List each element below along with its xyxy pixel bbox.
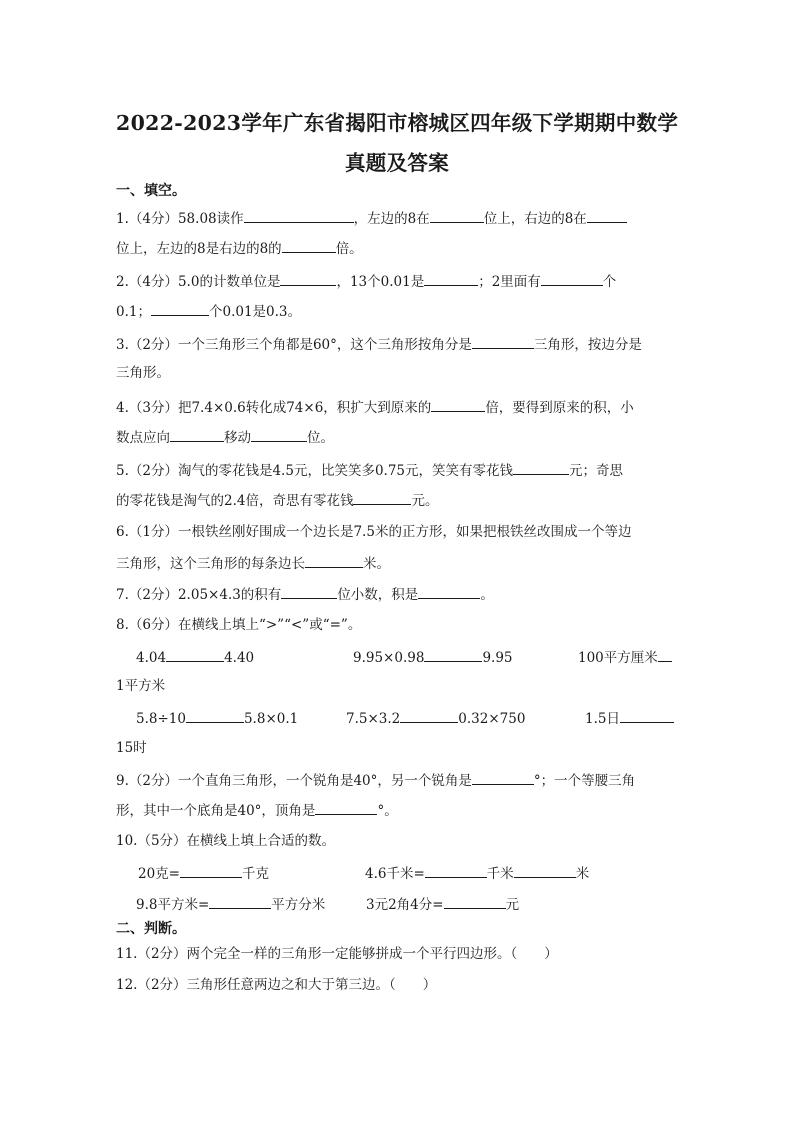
q10-blank-1[interactable]: [180, 863, 242, 878]
q8-item-1-left: 4.04: [136, 650, 167, 666]
q2-blank-1[interactable]: [280, 271, 336, 286]
q1-text-c: 位上，右边的8在: [483, 211, 587, 227]
q8-item-3-wrap: [116, 677, 676, 695]
q10-item-2-left: 4.6千米=: [365, 866, 425, 882]
question-4-line-2: [116, 427, 676, 447]
q1-blank-1[interactable]: [244, 208, 354, 223]
q12-text: 12.（2分）三角形任意两边之和大于第三边。（ ）: [116, 977, 437, 993]
q8-stem: 8.（6分）在横线上填上“>”“<”或“=”。: [116, 617, 362, 633]
question-11: [116, 945, 676, 963]
q4-blank-1[interactable]: [431, 397, 485, 412]
page-subtitle: 真题及答案: [345, 151, 449, 175]
q4-text-e: 位。: [307, 430, 334, 446]
q4-blank-2[interactable]: [170, 427, 224, 442]
question-1-line-1: [116, 208, 676, 228]
q8-blank-2[interactable]: [424, 647, 482, 662]
q6-blank-1[interactable]: [305, 553, 363, 568]
q10-item-1-left: 20克=: [138, 866, 180, 882]
q10-item-2-unit-2: 米: [575, 866, 590, 882]
q10-blank-3[interactable]: [514, 863, 576, 878]
q9-blank-2[interactable]: [315, 800, 377, 815]
q2-text-c: ；2里面有: [478, 274, 541, 290]
question-6-line-2: [116, 553, 676, 573]
q7-text-a: 7.（2分）2.05×4.3的积有: [116, 587, 282, 603]
q8-item-2-left: 9.95×0.98: [353, 650, 425, 666]
section-heading-judge: 二、判断。: [116, 921, 186, 937]
q10-item-1-unit: 千克: [242, 866, 269, 882]
q1-blank-2[interactable]: [430, 208, 484, 223]
q8-item-1-right: 4.40: [224, 650, 255, 666]
q7-blank-2[interactable]: [418, 584, 480, 599]
q2-text-b: ，13个0.01是: [336, 274, 425, 290]
question-7-line-1: [116, 584, 676, 604]
q2-text-a: 2.（4分）5.0的计数单位是: [116, 274, 281, 290]
question-2-line-2: [116, 301, 676, 321]
q8-item-2-right: 9.95: [482, 650, 513, 666]
question-5-line-2: [116, 490, 676, 510]
q8-item-5-right: 0.32×750: [458, 711, 526, 727]
q1-blank-4[interactable]: [282, 238, 336, 253]
question-4-line-1: [116, 397, 676, 417]
question-9-line-2: [116, 800, 676, 820]
question-9-line-1: [116, 770, 676, 790]
q8-item-4: [136, 708, 298, 728]
q10-item-4: [366, 894, 519, 914]
q8-item-6-right: 15时: [116, 740, 147, 756]
q5-text-a: 5.（2分）淘气的零花钱是4.5元，比笑笑多0.75元，笑笑有零花钱: [116, 463, 513, 479]
q8-blank-6[interactable]: [620, 708, 674, 723]
question-5-line-1: [116, 460, 676, 480]
q4-text-a: 4.（3分）把7.4×0.6转化成74×6，积扩大到原来的: [116, 400, 432, 416]
question-6-line-1: [116, 523, 676, 541]
q8-item-3-right: 1平方米: [116, 678, 166, 694]
q8-item-3-left: 100平方厘米: [578, 650, 658, 666]
q10-blank-2[interactable]: [425, 863, 487, 878]
q8-item-5-left: 7.5×3.2: [346, 711, 401, 727]
q2-blank-3[interactable]: [541, 271, 603, 286]
q8-item-6-left: 1.5日: [585, 711, 620, 727]
q4-blank-3[interactable]: [251, 427, 307, 442]
q6-text-b: 三角形，这个三角形的每条边长: [116, 556, 305, 572]
q5-blank-2[interactable]: [353, 490, 411, 505]
q8-item-6: [585, 708, 674, 728]
q9-text-b: °；一个等腰三角: [533, 773, 636, 789]
q8-item-4-left: 5.8÷10: [136, 711, 186, 727]
q10-item-2-unit-1: 千米: [486, 866, 514, 882]
q5-blank-1[interactable]: [513, 460, 569, 475]
q1-text-a: 1.（4分）58.08读作: [116, 211, 244, 227]
q5-text-b: 元；奇思: [569, 463, 623, 479]
q8-item-2: [353, 647, 513, 667]
question-12: [116, 976, 676, 994]
question-1-line-2: [116, 238, 676, 258]
q3-blank-1[interactable]: [472, 334, 534, 349]
q10-item-1: [138, 863, 269, 883]
q10-item-3-unit: 平方分米: [271, 897, 326, 913]
q1-text-d: 位上，左边的8是右边的8的: [116, 241, 282, 257]
q10-stem: 10.（5分）在横线上填上合适的数。: [116, 833, 336, 849]
q10-item-4-left: 3元2角4分=: [366, 897, 444, 913]
question-2-line-1: [116, 271, 676, 291]
q8-item-3: [578, 647, 672, 667]
q2-text-d: 个: [602, 274, 617, 290]
q9-text-a: 9.（2分）一个直角三角形，一个锐角是40°，另一个锐角是: [116, 773, 472, 789]
q10-blank-5[interactable]: [444, 894, 506, 909]
q6-text-c: 米。: [363, 556, 390, 572]
q10-blank-4[interactable]: [209, 894, 271, 909]
section-heading-fill: 一、填空。: [116, 183, 186, 199]
q8-item-6-wrap: [116, 739, 676, 757]
question-8-stem: [116, 616, 676, 634]
q7-text-b: 位小数，积是: [337, 587, 419, 603]
q1-blank-3[interactable]: [587, 208, 627, 223]
q7-blank-1[interactable]: [281, 584, 337, 599]
question-10-stem: [116, 832, 676, 850]
q4-text-d: 移动: [224, 430, 251, 446]
q9-text-c: 形，其中一个底角是40°，顶角是: [116, 803, 316, 819]
q8-blank-3[interactable]: [658, 647, 672, 662]
q9-blank-1[interactable]: [472, 770, 534, 785]
q1-text-e: 倍。: [335, 241, 363, 257]
q3-text-a: 3.（2分）一个三角形三个角都是60°，这个三角形按角分是: [116, 337, 472, 353]
q8-item-5: [346, 708, 525, 728]
q7-text-c: 。: [480, 587, 494, 603]
q8-item-1: [136, 647, 254, 667]
question-3-line-2: [116, 364, 676, 382]
q4-text-c: 数点应向: [116, 430, 170, 446]
q2-text-f: 个0.01是0.3。: [208, 304, 302, 320]
question-3-line-1: [116, 334, 676, 354]
q2-text-e: 0.1；: [116, 304, 151, 320]
q4-text-b: 倍，要得到原来的积，小: [485, 400, 634, 416]
q3-text-c: 三角形。: [116, 365, 170, 381]
q2-blank-2[interactable]: [424, 271, 478, 286]
q3-text-b: 三角形，按边分是: [533, 337, 642, 353]
q10-item-4-unit: 元: [505, 897, 520, 913]
q10-item-2: [365, 863, 589, 883]
q8-blank-5[interactable]: [400, 708, 458, 723]
q6-text-a: 6.（1分）一根铁丝刚好围成一个边长是7.5米的正方形，如果把根铁丝改围成一个等边: [116, 524, 632, 540]
q10-item-3: [136, 894, 325, 914]
q8-item-4-right: 5.8×0.1: [243, 711, 299, 727]
page-title: 2022-2023学年广东省揭阳市榕城区四年级下学期期中数学: [116, 111, 679, 135]
q9-text-d: °。: [377, 803, 398, 819]
q10-item-3-left: 9.8平方米=: [136, 897, 210, 913]
q11-text: 11.（2分）两个完全一样的三角形一定能够拼成一个平行四边形。（ ）: [116, 946, 558, 962]
q5-text-c: 的零花钱是淘气的2.4倍，奇思有零花钱: [116, 493, 354, 509]
q5-text-d: 元。: [411, 493, 439, 509]
q1-text-b: ，左边的8在: [353, 211, 430, 227]
q8-blank-1[interactable]: [166, 647, 224, 662]
q2-blank-4[interactable]: [151, 301, 209, 316]
q8-blank-4[interactable]: [186, 708, 244, 723]
